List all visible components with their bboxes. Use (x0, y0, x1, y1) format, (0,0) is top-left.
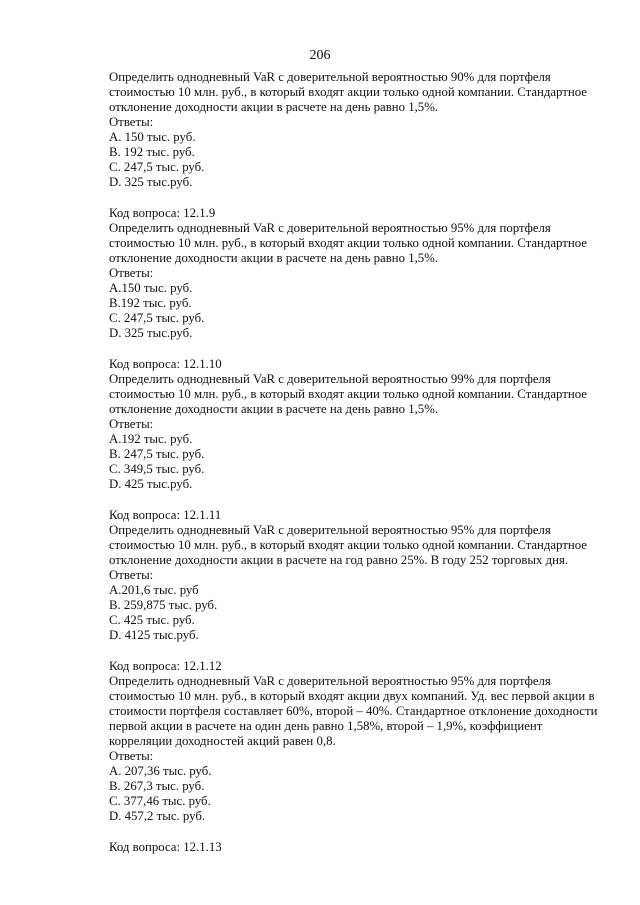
question-block (109, 206, 609, 341)
question-text-line: отклонение доходности акции в расчете на день равно 1,5%. (109, 402, 439, 416)
answer-option: A. 207,36 тыс. руб. (109, 764, 212, 778)
answer-option: C. 377,46 тыс. руб. (109, 794, 211, 808)
question-block (109, 357, 609, 492)
answers-label: Ответы: (109, 417, 154, 431)
question-block (109, 840, 609, 855)
question-text-line: Определить однодневный VaR с доверительной вероятностью 95% для портфеля (109, 523, 551, 537)
question-text-line: стоимостью 10 млн. руб., в который входят акции двух компаний. Уд. вес первой акции в (109, 689, 595, 703)
question-text-line: Определить однодневный VaR с доверительной вероятностью 95% для портфеля (109, 674, 551, 688)
answer-option: C. 349,5 тыс. руб. (109, 462, 205, 476)
answers-label: Ответы: (109, 749, 154, 763)
page-number: 206 (309, 48, 331, 63)
answer-option: C. 425 тыс. руб. (109, 613, 195, 627)
question-text-line: первой акции в расчете на один день равно 1,58%, второй – 1,9%, коэффициент (109, 719, 543, 733)
question-text-line: Определить однодневный VaR с доверительной вероятностью 99% для портфеля (109, 372, 551, 386)
answer-option: B. 247,5 тыс. руб. (109, 447, 205, 461)
question-text-line: стоимости портфеля составляет 60%, второй – 40%. Стандартное отклонение доходности (109, 704, 598, 718)
answer-option: D. 325 тыс.руб. (109, 175, 193, 189)
question-text-line: Определить однодневный VaR с доверительной вероятностью 90% для портфеля (109, 70, 551, 84)
question-text-line: стоимостью 10 млн. руб., в который входят акции только одной компании. Стандартное (109, 387, 587, 401)
answer-option: B.192 тыс. руб. (109, 296, 192, 310)
question-text-line: корреляции доходностей акций равен 0,8. (109, 734, 336, 748)
answer-option: D. 325 тыс.руб. (109, 326, 193, 340)
answer-option: D. 4125 тыс.руб. (109, 628, 199, 642)
question-code: Код вопроса: 12.1.11 (109, 508, 222, 522)
answers-label: Ответы: (109, 266, 154, 280)
question-text-line: стоимостью 10 млн. руб., в который входят акции только одной компании. Стандартное (109, 538, 587, 552)
question-code: Код вопроса: 12.1.12 (109, 659, 222, 673)
answer-option: C. 247,5 тыс. руб. (109, 311, 205, 325)
answer-option: A.201,6 тыс. руб (109, 583, 199, 597)
question-block (109, 659, 609, 824)
question-text-line: отклонение доходности акции в расчете на год равно 25%. В году 252 торговых дня. (109, 553, 569, 567)
answer-option: B. 267,3 тыс. руб. (109, 779, 205, 793)
question-text-line: Определить однодневный VaR с доверительной вероятностью 95% для портфеля (109, 221, 551, 235)
answer-option: A. 150 тыс. руб. (109, 130, 196, 144)
question-code: Код вопроса: 12.1.9 (109, 206, 216, 220)
question-text-line: стоимостью 10 млн. руб., в который входят акции только одной компании. Стандартное (109, 85, 587, 99)
question-text-line: стоимостью 10 млн. руб., в который входят акции только одной компании. Стандартное (109, 236, 587, 250)
question-code: Код вопроса: 12.1.10 (109, 357, 222, 371)
answer-option: C. 247,5 тыс. руб. (109, 160, 205, 174)
question-block (109, 508, 609, 643)
answer-option: B. 259,875 тыс. руб. (109, 598, 218, 612)
answer-option: A.150 тыс. руб. (109, 281, 193, 295)
answer-option: D. 425 тыс.руб. (109, 477, 193, 491)
question-text-line: отклонение доходности акции в расчете на день равно 1,5%. (109, 100, 439, 114)
page-content (109, 70, 609, 871)
answers-label: Ответы: (109, 115, 154, 129)
answers-label: Ответы: (109, 568, 154, 582)
question-code: Код вопроса: 12.1.13 (109, 840, 222, 854)
question-block (109, 70, 609, 190)
question-text-line: отклонение доходности акции в расчете на день равно 1,5%. (109, 251, 439, 265)
answer-option: D. 457,2 тыс. руб. (109, 809, 206, 823)
answer-option: A.192 тыс. руб. (109, 432, 193, 446)
answer-option: B. 192 тыс. руб. (109, 145, 195, 159)
